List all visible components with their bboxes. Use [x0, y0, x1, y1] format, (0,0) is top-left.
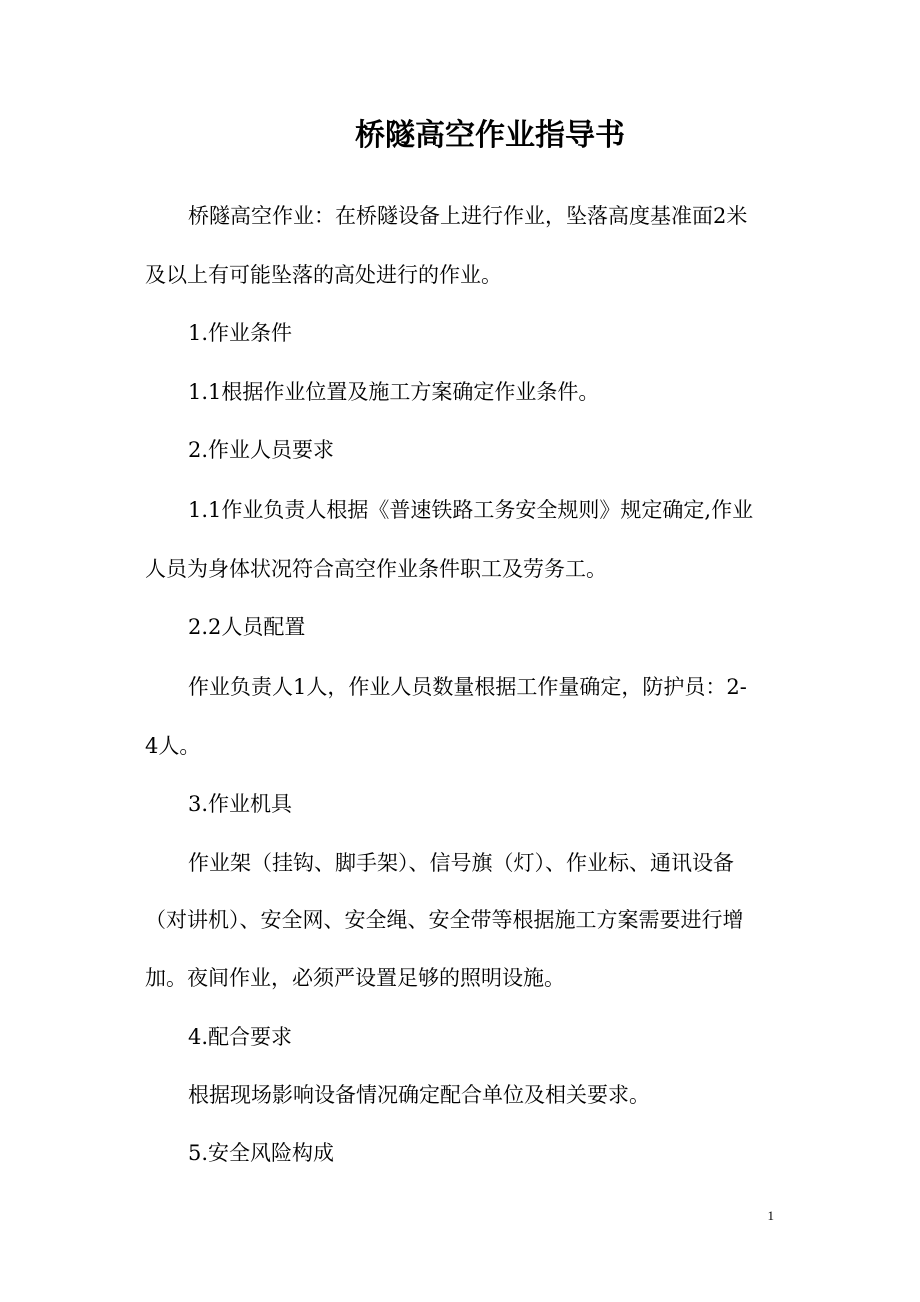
paragraph-line-definition-1: 桥隧高空作业：在桥隧设备上进行作业，坠落高度基准面2米 — [188, 204, 748, 228]
section-heading-2: 2.作业人员要求 — [188, 438, 335, 462]
paragraph-line-1-1: 1.1根据作业位置及施工方案确定作业条件。 — [188, 380, 600, 404]
section-heading-2-2: 2.2人员配置 — [188, 615, 306, 639]
paragraph-line-2-2a: 作业负责人1人，作业人员数量根据工作量确定，防护员：2- — [188, 675, 747, 699]
page-number: 1 — [767, 1208, 774, 1223]
paragraph-line-2-2b: 4人。 — [145, 734, 201, 758]
paragraph-line-4: 根据现场影响设备情况确定配合单位及相关要求。 — [188, 1083, 650, 1107]
paragraph-line-2-1b: 人员为身体状况符合高空作业条件职工及劳务工。 — [145, 557, 607, 581]
section-heading-1: 1.作业条件 — [188, 321, 293, 345]
paragraph-line-3a: 作业架（挂钩、脚手架）、信号旗（灯）、作业标、通讯设备 — [188, 851, 734, 875]
section-heading-4: 4.配合要求 — [188, 1025, 293, 1049]
paragraph-line-2-1a: 1.1作业负责人根据《普速铁路工务安全规则》规定确定,作业 — [188, 498, 754, 522]
paragraph-line-3b: （对讲机）、安全网、安全绳、安全带等根据施工方案需要进行增 — [145, 908, 744, 932]
paragraph-line-3c: 加。夜间作业，必须严设置足够的照明设施。 — [145, 966, 565, 990]
section-heading-3: 3.作业机具 — [188, 792, 293, 816]
document-title: 桥隧高空作业指导书 — [355, 118, 625, 153]
paragraph-line-definition-2: 及以上有可能坠落的高处进行的作业。 — [145, 263, 502, 287]
section-heading-5: 5.安全风险构成 — [188, 1141, 335, 1165]
